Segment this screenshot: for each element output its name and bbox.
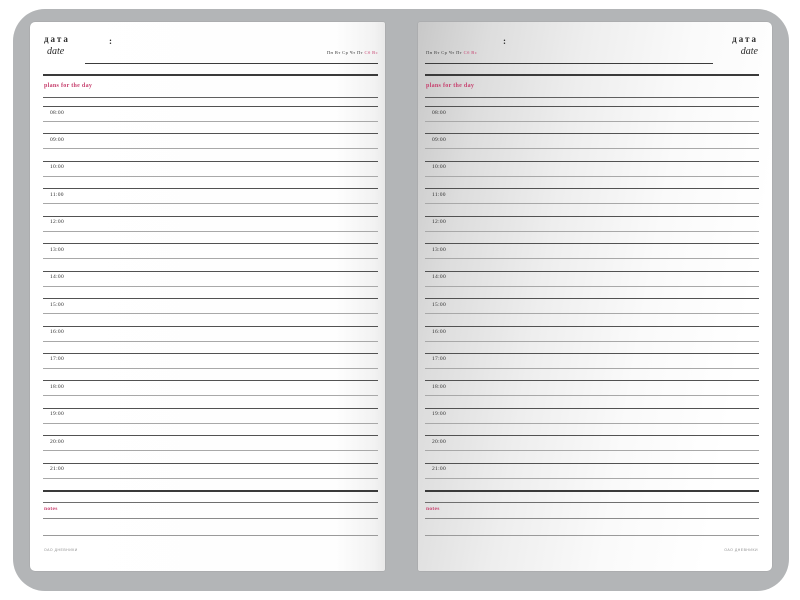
page-header — [43, 22, 378, 76]
notes-write-line — [43, 535, 378, 536]
hour-row — [43, 188, 378, 215]
hour-midline — [425, 286, 759, 287]
page-content — [43, 22, 378, 571]
hour-label: 10:00 — [50, 164, 65, 171]
hour-label: 14:00 — [50, 274, 65, 281]
hour-midline — [43, 368, 378, 369]
hour-midline — [425, 231, 759, 232]
hours-grid-bottom-rule — [425, 490, 759, 492]
page-content — [425, 22, 759, 571]
hour-row — [425, 133, 759, 160]
hour-row — [43, 106, 378, 133]
hour-midline — [43, 148, 378, 149]
hour-midline — [425, 176, 759, 177]
hour-label: 09:00 — [50, 136, 65, 143]
hour-midline — [425, 148, 759, 149]
hour-midline — [43, 423, 378, 424]
date-label-ru: дата — [732, 34, 758, 44]
hour-midline — [425, 368, 759, 369]
hour-label: 17:00 — [432, 356, 447, 363]
weekdays-weekend: Сб Вс — [463, 50, 478, 55]
hour-row — [43, 161, 378, 188]
date-colon: : — [109, 36, 112, 46]
hour-row — [43, 435, 378, 462]
hour-midline — [43, 450, 378, 451]
hour-row — [43, 408, 378, 435]
hour-midline — [425, 478, 759, 479]
hour-label: 12:00 — [432, 219, 447, 226]
hour-label: 08:00 — [432, 109, 447, 116]
hour-midline — [425, 341, 759, 342]
hour-label: 19:00 — [50, 411, 65, 418]
hour-label: 17:00 — [50, 356, 65, 363]
diary-page-left — [30, 22, 385, 571]
hour-midline — [43, 478, 378, 479]
hour-midline — [425, 395, 759, 396]
hour-label: 16:00 — [432, 329, 447, 335]
hour-midline — [43, 203, 378, 204]
footer-text: ОАО ДНЕВНИКИ — [724, 548, 758, 552]
plans-label: plans for the day — [426, 83, 475, 89]
hour-row — [425, 243, 759, 270]
hour-label: 15:00 — [50, 301, 65, 308]
hour-label: 13:00 — [50, 246, 65, 253]
hour-midline — [425, 121, 759, 122]
hour-row — [425, 216, 759, 243]
hour-midline — [43, 395, 378, 396]
hour-label: 14:00 — [432, 274, 447, 281]
hour-midline — [43, 231, 378, 232]
hour-midline — [425, 450, 759, 451]
hour-row — [425, 463, 759, 490]
hour-row — [425, 408, 759, 435]
hour-midline — [425, 258, 759, 259]
hour-midline — [43, 313, 378, 314]
notes-label: notes — [426, 506, 440, 513]
notes-write-line — [425, 535, 759, 536]
hour-midline — [425, 203, 759, 204]
hour-row — [425, 380, 759, 407]
weekdays-weekend: Сб Вс — [364, 50, 378, 55]
weekdays-workdays: Пн Вт Ср Чт Пт — [326, 50, 363, 55]
hours-grid — [43, 106, 378, 490]
hour-label: 13:00 — [432, 246, 447, 253]
hour-label: 21:00 — [50, 466, 65, 473]
hour-row — [43, 463, 378, 490]
hour-row — [43, 298, 378, 325]
hour-row — [43, 353, 378, 380]
hour-row — [425, 106, 759, 133]
hour-label: 16:00 — [50, 329, 65, 335]
hour-label: 10:00 — [432, 164, 447, 171]
hour-midline — [43, 341, 378, 342]
weekday-row — [327, 50, 378, 55]
hour-midline — [425, 313, 759, 314]
diary-page-right — [418, 22, 772, 571]
hour-row — [425, 326, 759, 353]
hour-midline — [43, 176, 378, 177]
notes-section — [425, 502, 759, 519]
hour-label: 08:00 — [50, 109, 65, 116]
plans-label: plans for the day — [44, 83, 93, 89]
hour-label: 12:00 — [50, 219, 65, 226]
hour-label: 11:00 — [432, 191, 446, 198]
notes-section — [43, 502, 378, 519]
hour-label: 18:00 — [432, 383, 447, 390]
hour-label: 11:00 — [50, 191, 64, 198]
hour-midline — [43, 286, 378, 287]
plans-section — [43, 76, 378, 98]
plans-section — [425, 76, 759, 98]
hour-label: 20:00 — [50, 438, 65, 445]
hour-label: 20:00 — [432, 438, 447, 445]
weekdays-workdays: Пн Вт Ср Чт Пт — [426, 50, 463, 55]
hours-grid-bottom-rule — [43, 490, 378, 492]
hour-row — [43, 133, 378, 160]
date-label-en: date — [47, 46, 65, 57]
footer-text: ОАО ДНЕВНИКИ — [44, 548, 78, 552]
hour-midline — [43, 258, 378, 259]
hour-row — [43, 216, 378, 243]
hour-row — [425, 161, 759, 188]
notes-label: notes — [44, 506, 58, 513]
hour-label: 15:00 — [432, 301, 447, 308]
hour-row — [425, 353, 759, 380]
hour-row — [425, 188, 759, 215]
date-label-ru: дата — [44, 34, 70, 44]
weekday-row — [426, 50, 477, 55]
hours-grid — [425, 106, 759, 490]
hour-row — [425, 298, 759, 325]
hour-midline — [425, 423, 759, 424]
date-colon: : — [503, 36, 506, 46]
hour-midline — [43, 121, 378, 122]
hour-label: 18:00 — [50, 383, 65, 390]
hour-row — [43, 271, 378, 298]
hour-row — [43, 380, 378, 407]
hour-row — [425, 271, 759, 298]
date-write-line — [425, 63, 713, 64]
hour-label: 19:00 — [432, 411, 447, 418]
hour-label: 21:00 — [432, 466, 447, 473]
hour-row — [425, 435, 759, 462]
hour-label: 09:00 — [432, 136, 447, 143]
hour-row — [43, 326, 378, 353]
date-label-en: date — [740, 46, 758, 57]
page-header — [425, 22, 759, 76]
hour-row — [43, 243, 378, 270]
date-write-line — [85, 63, 378, 64]
